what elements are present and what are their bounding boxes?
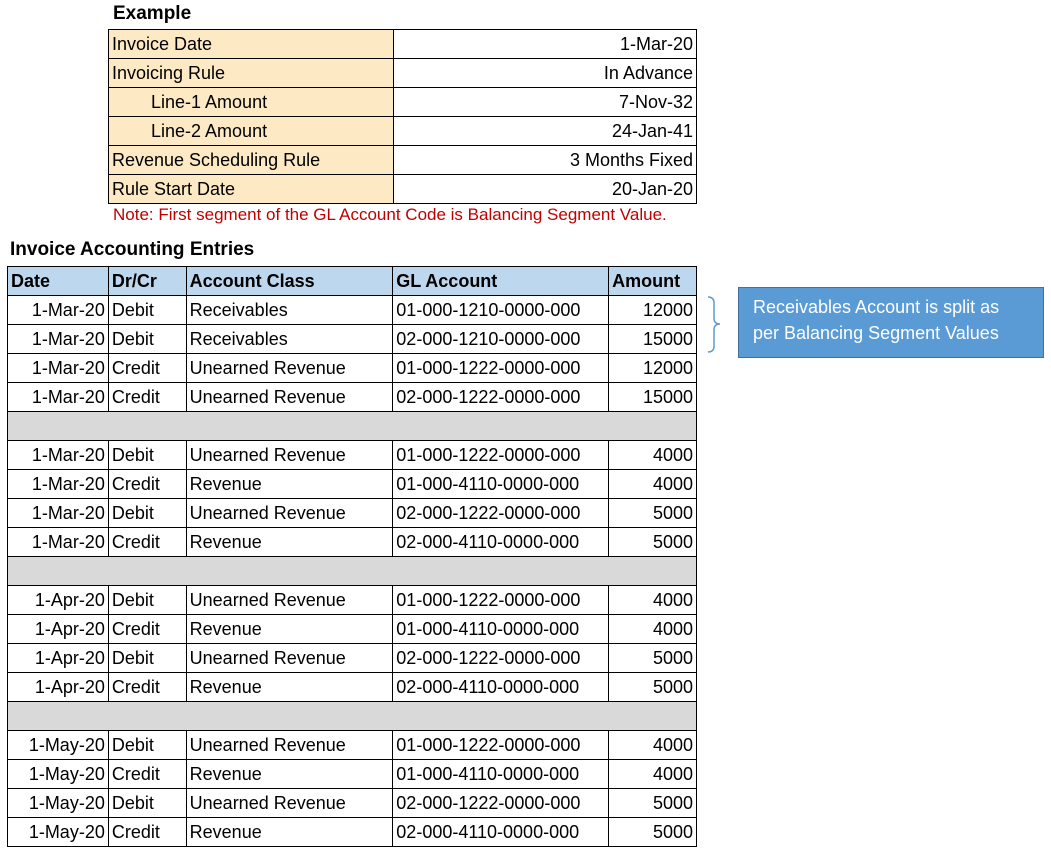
example-row [109,30,697,59]
example-row [109,146,697,175]
gl-account-cell: 01-000-1222-0000-000 [393,586,609,615]
drcr-cell: Credit [108,760,186,789]
example-row [109,117,697,146]
amount-cell: 4000 [609,760,697,789]
gl-account-cell: 01-000-4110-0000-000 [393,760,609,789]
drcr-cell: Debit [108,325,186,354]
date-cell: 1-May-20 [8,818,109,847]
column-header: GL Account [393,267,609,296]
gl-account-cell: 01-000-4110-0000-000 [393,615,609,644]
drcr-cell: Debit [108,789,186,818]
table-row [8,499,697,528]
date-cell: 1-Mar-20 [8,325,109,354]
amount-cell: 5000 [609,789,697,818]
account-class-cell: Receivables [186,296,393,325]
callout-box [738,287,1044,358]
table-row [8,731,697,760]
account-class-cell: Revenue [186,673,393,702]
amount-cell: 15000 [609,325,697,354]
table-row [8,441,697,470]
account-class-cell: Revenue [186,760,393,789]
amount-cell: 15000 [609,383,697,412]
column-header: Amount [609,267,697,296]
table-row [8,296,697,325]
example-value: 1-Mar-20 [393,30,696,59]
amount-cell: 4000 [609,615,697,644]
drcr-cell: Credit [108,470,186,499]
account-class-cell: Revenue [186,818,393,847]
account-class-cell: Unearned Revenue [186,586,393,615]
table-row [8,586,697,615]
date-cell: 1-Mar-20 [8,296,109,325]
date-cell: 1-Mar-20 [8,441,109,470]
gl-account-cell: 01-000-1222-0000-000 [393,441,609,470]
callout-line-1: Receivables Account is split as [753,297,1000,317]
account-class-cell: Unearned Revenue [186,644,393,673]
gl-account-cell: 02-000-1222-0000-000 [393,644,609,673]
amount-cell: 4000 [609,470,697,499]
column-header: Account Class [186,267,393,296]
account-class-cell: Revenue [186,470,393,499]
drcr-cell: Credit [108,615,186,644]
amount-cell: 4000 [609,441,697,470]
example-value: 7-Nov-32 [393,88,696,117]
amount-cell: 12000 [609,296,697,325]
table-header-row [8,267,697,296]
drcr-cell: Debit [108,441,186,470]
account-class-cell: Revenue [186,615,393,644]
date-cell: 1-Mar-20 [8,470,109,499]
table-row [8,325,697,354]
date-cell: 1-Mar-20 [8,354,109,383]
gl-account-cell: 02-000-1222-0000-000 [393,383,609,412]
amount-cell: 4000 [609,731,697,760]
separator-cell [8,412,697,441]
example-row [109,88,697,117]
example-value: 24-Jan-41 [393,117,696,146]
example-value: 20-Jan-20 [393,175,696,204]
drcr-cell: Credit [108,383,186,412]
drcr-cell: Credit [108,354,186,383]
table-row [8,789,697,818]
account-class-cell: Unearned Revenue [186,731,393,760]
example-label: Rule Start Date [109,175,394,204]
brace-icon [704,296,728,354]
date-cell: 1-Mar-20 [8,383,109,412]
drcr-cell: Credit [108,818,186,847]
table-row [8,383,697,412]
amount-cell: 5000 [609,673,697,702]
example-value: 3 Months Fixed [393,146,696,175]
gl-account-cell: 01-000-1210-0000-000 [393,296,609,325]
table-row [8,354,697,383]
column-header: Dr/Cr [108,267,186,296]
amount-cell: 5000 [609,644,697,673]
example-label: Invoicing Rule [109,59,394,88]
date-cell: 1-Apr-20 [8,586,109,615]
amount-cell: 5000 [609,499,697,528]
amount-cell: 5000 [609,528,697,557]
account-class-cell: Unearned Revenue [186,789,393,818]
drcr-cell: Debit [108,644,186,673]
example-heading: Example [113,3,192,24]
entries-heading: Invoice Accounting Entries [10,239,255,260]
gl-account-cell: 01-000-1222-0000-000 [393,354,609,383]
example-label: Line-1 Amount [109,88,394,117]
date-cell: 1-May-20 [8,760,109,789]
account-class-cell: Unearned Revenue [186,499,393,528]
example-row [109,59,697,88]
amount-cell: 4000 [609,586,697,615]
account-class-cell: Unearned Revenue [186,354,393,383]
amount-cell: 5000 [609,818,697,847]
gl-account-cell: 02-000-1222-0000-000 [393,499,609,528]
amount-cell: 12000 [609,354,697,383]
gl-account-cell: 02-000-4110-0000-000 [393,528,609,557]
gl-account-cell: 02-000-4110-0000-000 [393,673,609,702]
account-class-cell: Receivables [186,325,393,354]
date-cell: 1-Apr-20 [8,644,109,673]
column-header: Date [8,267,109,296]
gl-account-cell: 02-000-4110-0000-000 [393,818,609,847]
drcr-cell: Debit [108,296,186,325]
separator-row [8,702,697,731]
table-row [8,760,697,789]
account-class-cell: Unearned Revenue [186,441,393,470]
note-text: Note: First segment of the GL Account Code is Balancing Segment Value. [113,205,667,224]
gl-account-cell: 02-000-1210-0000-000 [393,325,609,354]
example-table [108,29,697,204]
table-row [8,470,697,499]
example-label: Invoice Date [109,30,394,59]
table-row [8,818,697,847]
drcr-cell: Credit [108,528,186,557]
callout-line-2: per Balancing Segment Values [753,323,999,343]
gl-account-cell: 01-000-4110-0000-000 [393,470,609,499]
date-cell: 1-May-20 [8,731,109,760]
account-class-cell: Unearned Revenue [186,383,393,412]
separator-row [8,412,697,441]
drcr-cell: Debit [108,586,186,615]
gl-account-cell: 02-000-1222-0000-000 [393,789,609,818]
example-label: Line-2 Amount [109,117,394,146]
gl-account-cell: 01-000-1222-0000-000 [393,731,609,760]
entries-table [7,266,697,847]
drcr-cell: Debit [108,499,186,528]
example-label: Revenue Scheduling Rule [109,146,394,175]
table-row [8,528,697,557]
date-cell: 1-Mar-20 [8,528,109,557]
example-row [109,175,697,204]
date-cell: 1-Mar-20 [8,499,109,528]
separator-row [8,557,697,586]
drcr-cell: Debit [108,731,186,760]
example-value: In Advance [393,59,696,88]
table-row [8,644,697,673]
drcr-cell: Credit [108,673,186,702]
separator-cell [8,702,697,731]
date-cell: 1-Apr-20 [8,615,109,644]
table-row [8,615,697,644]
date-cell: 1-May-20 [8,789,109,818]
separator-cell [8,557,697,586]
table-row [8,673,697,702]
date-cell: 1-Apr-20 [8,673,109,702]
account-class-cell: Revenue [186,528,393,557]
